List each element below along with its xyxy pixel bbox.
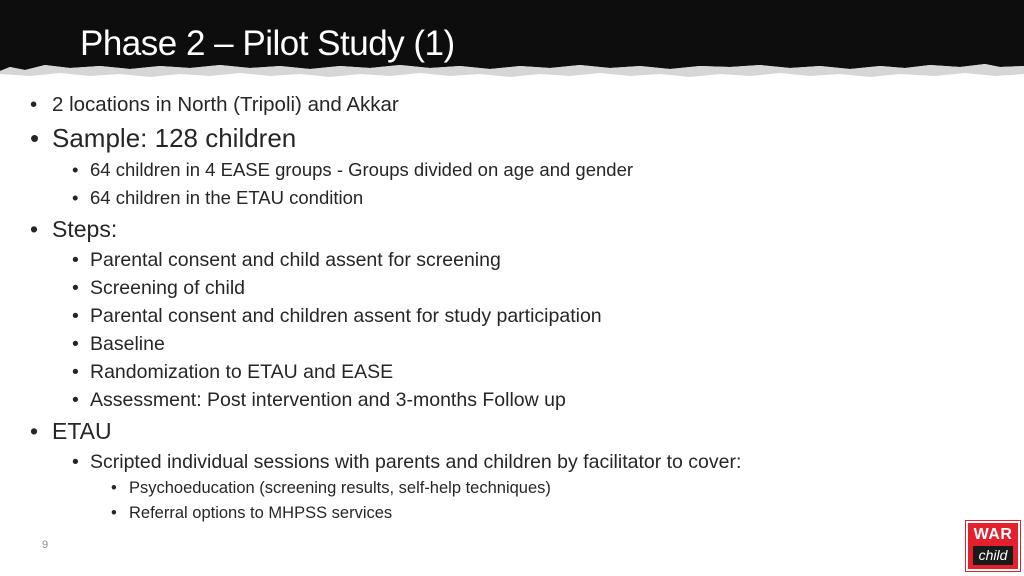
bullet-text: ETAU [52, 418, 112, 444]
bullet-item-level-2 [30, 274, 990, 302]
bullet-text: 64 children in the ETAU condition [90, 187, 364, 208]
bullet-text: Steps: [52, 216, 118, 242]
slide-title: Phase 2 – Pilot Study (1) [80, 24, 455, 63]
bullet-item-level-2 [30, 246, 990, 274]
title-banner [0, 0, 1024, 82]
bullet-text: 64 children in 4 EASE groups - Groups divided on age and gender [90, 159, 634, 180]
bullet-text: Referral options to MHPSS services [129, 504, 393, 522]
bullet-item-level-2 [30, 156, 990, 184]
page-number: 9 [42, 539, 49, 551]
bullet-text: 2 locations in North (Tripoli) and Akkar [52, 93, 399, 116]
bullet-text: Randomization to ETAU and EASE [90, 361, 394, 383]
bullet-text: Scripted individual sessions with parents and children by facilitator to cover: [90, 451, 742, 473]
bullet-list [30, 90, 990, 526]
bullet-text: Psychoeducation (screening results, self-help techniques) [129, 479, 551, 497]
bullet-dot-icon: • [111, 479, 117, 497]
bullet-item-level-1 [30, 414, 990, 448]
bullet-dot-icon: • [30, 93, 38, 116]
bullet-dot-icon: • [72, 333, 79, 355]
bullet-item-level-2 [30, 184, 990, 212]
bullet-text: Baseline [90, 333, 165, 355]
bullet-dot-icon: • [72, 159, 79, 180]
bullet-dot-icon: • [30, 123, 40, 153]
logo-child-text: child [973, 546, 1013, 565]
bullet-dot-icon: • [72, 389, 79, 411]
bullet-item-level-1 [30, 212, 990, 246]
war-child-logo [966, 521, 1020, 571]
bullet-item-level-2 [30, 386, 990, 414]
bullet-text: Assessment: Post intervention and 3-months Follow up [90, 389, 566, 411]
bullet-dot-icon: • [30, 216, 39, 242]
bullet-item-level-1 [30, 90, 990, 120]
bullet-text: Parental consent and child assent for screening [90, 249, 501, 271]
bullet-item-level-2 [30, 302, 990, 330]
bullet-dot-icon: • [111, 504, 117, 522]
bullet-item-level-3 [30, 501, 990, 526]
bullet-item-level-1 [30, 120, 990, 156]
bullet-dot-icon: • [72, 187, 79, 208]
bullet-item-level-3 [30, 476, 990, 501]
slide-content [30, 90, 990, 526]
bullet-dot-icon: • [30, 418, 39, 444]
bullet-text: Parental consent and children assent for study participation [90, 305, 602, 327]
bullet-item-level-2 [30, 448, 990, 476]
bullet-dot-icon: • [72, 361, 79, 383]
bullet-dot-icon: • [72, 249, 79, 271]
bullet-item-level-2 [30, 330, 990, 358]
bullet-text: Screening of child [90, 277, 246, 299]
bullet-text: Sample: 128 children [52, 123, 297, 153]
bullet-dot-icon: • [72, 277, 79, 299]
logo-war-text: WAR [973, 526, 1013, 543]
bullet-dot-icon: • [72, 305, 79, 327]
bullet-dot-icon: • [72, 451, 79, 473]
bullet-item-level-2 [30, 358, 990, 386]
